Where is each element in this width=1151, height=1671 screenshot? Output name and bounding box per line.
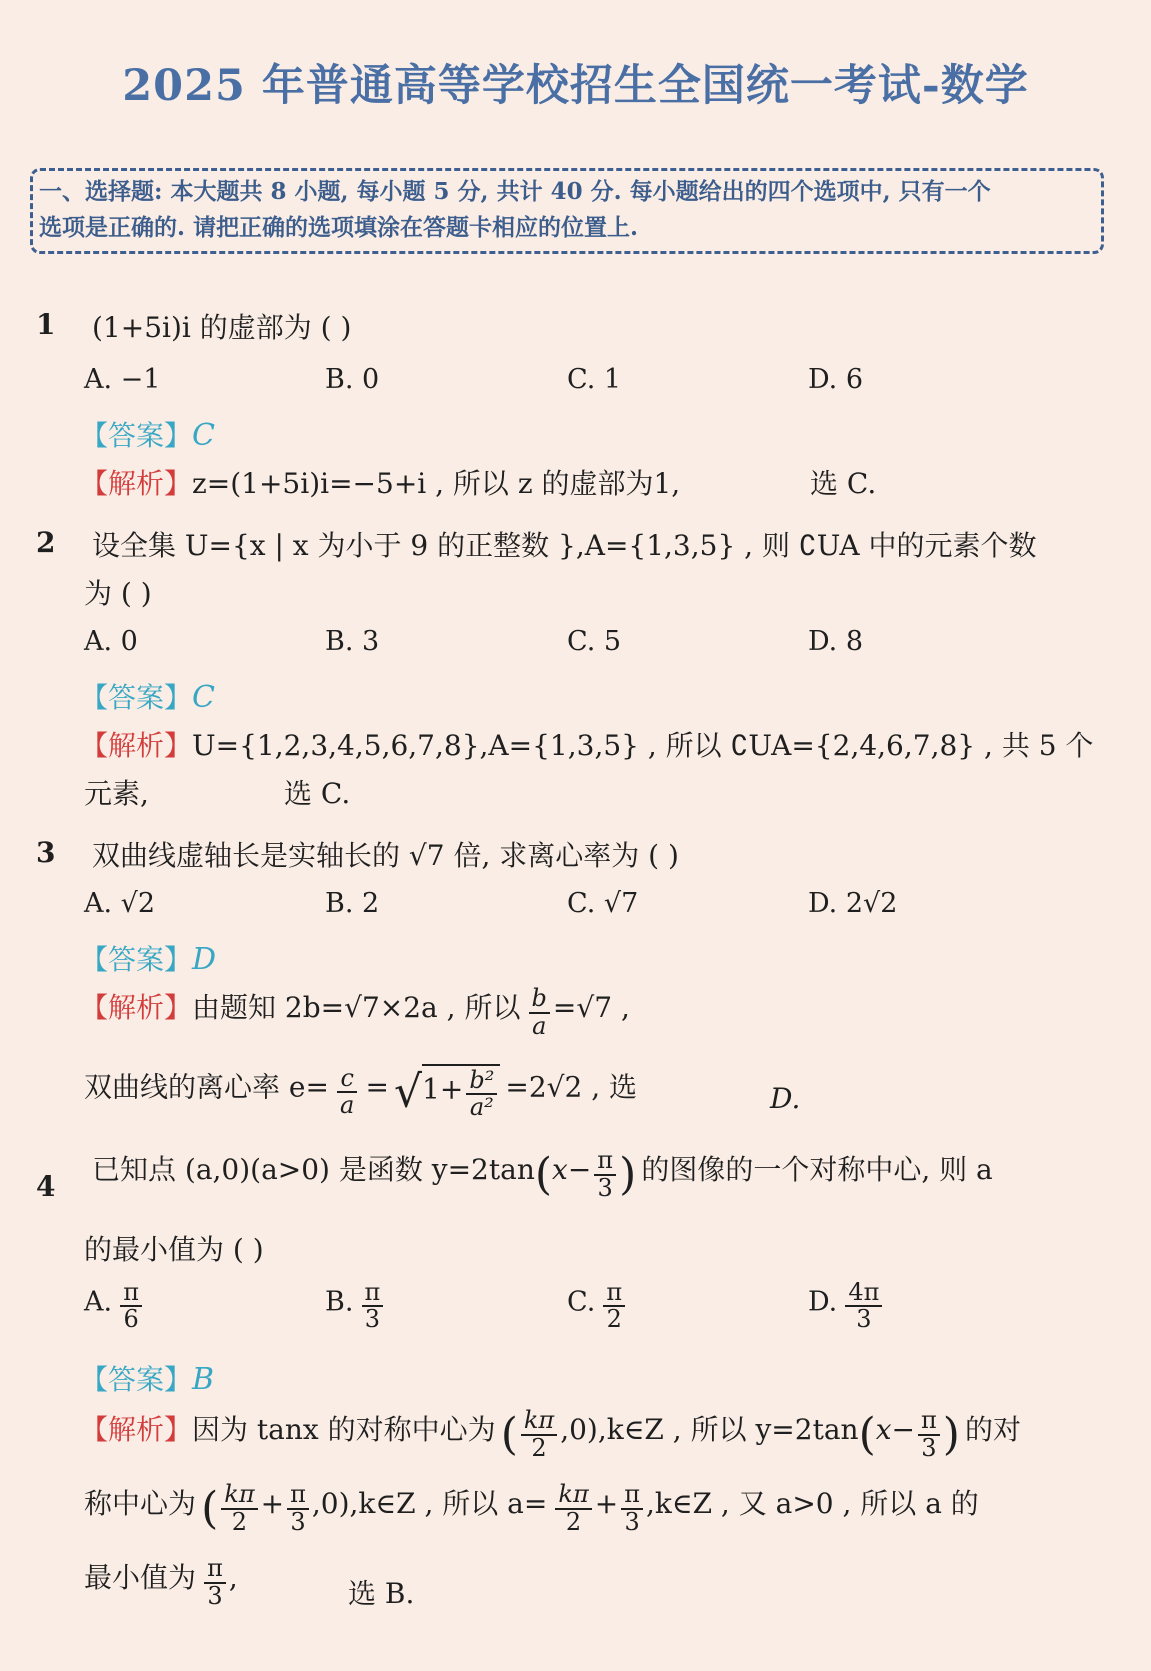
question-2-explanation-2: 元素, bbox=[84, 777, 149, 810]
question-4-explanation-3: 最小值为 $\frac{\pi}{3}$ , bbox=[84, 1554, 238, 1610]
sqrt-icon: √ bbox=[394, 1066, 423, 1118]
explain-text: U={1,2,3,4,5,6,7,8},A={1,3,5} , 所以 ∁UA={2,4,6,7,8} , 共 5 个 bbox=[192, 729, 1094, 762]
question-3-explanation: 【解析】由题知 2b=√7×2a , 所以 $\frac{b}{a}$ =√7 , bbox=[80, 984, 630, 1040]
answer-tag: 【答案】 bbox=[80, 943, 193, 976]
question-1-option-c: C. 1 bbox=[567, 364, 622, 395]
fraction-b-over-a: $\frac{b}{a}$ bbox=[529, 986, 550, 1038]
question-3-option-b: B. 2 bbox=[325, 888, 380, 919]
question-3-text: 双曲线虚轴长是实轴长的 √7 倍, 求离心率为 ( ) bbox=[92, 839, 679, 872]
answer-value: B bbox=[192, 1362, 215, 1397]
answer-value: D bbox=[192, 942, 217, 977]
fraction-b2-over-a2: $\frac{\text{b²}}{\text{a²}}$ bbox=[466, 1068, 497, 1120]
question-1-answer bbox=[80, 414, 215, 454]
question-4-explanation: 【解析】因为 tanx 的对称中心为 ( $\frac{k\pi}{2}$ ,0),k∈Z , 所以 y=2tan(x− $\frac{\pi}{3}$ ) 的对 bbox=[80, 1406, 1022, 1462]
question-2-text: 设全集 U={x | x 为小于 9 的正整数 },A={1,3,5} , 则 ∁UA 中的元素个数 bbox=[92, 529, 1037, 562]
section-instructions bbox=[30, 168, 1104, 254]
question-1-option-a: A. −1 bbox=[84, 364, 161, 395]
question-4-text-2: 的最小值为 ( ) bbox=[84, 1233, 264, 1266]
question-2-option-d: D. 8 bbox=[808, 626, 864, 657]
question-1-number: 1 bbox=[36, 308, 56, 341]
question-1-option-b: B. 0 bbox=[325, 364, 380, 395]
question-3-option-a: A. √2 bbox=[84, 888, 156, 919]
question-4-choice: 选 B. bbox=[348, 1577, 415, 1610]
question-2-text-2: 为 ( ) bbox=[84, 577, 152, 610]
question-3-choice: D. bbox=[770, 1082, 801, 1115]
answer-tag: 【答案】 bbox=[80, 1363, 193, 1396]
question-4-option-b: B. $\frac{\pi}{3}$ bbox=[325, 1280, 386, 1332]
question-2-explanation bbox=[80, 724, 1093, 764]
question-1-text: (1+5i)i 的虚部为 ( ) bbox=[92, 311, 352, 344]
question-1-option-d: D. 6 bbox=[808, 364, 864, 395]
explain-tag: 【解析】 bbox=[80, 467, 193, 500]
question-4-text: 已知点 (a,0)(a>0) 是函数 y=2tan(x− $\frac{\pi}{3}$ ) 的图像的一个对称中心, 则 a bbox=[92, 1146, 993, 1202]
answer-tag: 【答案】 bbox=[80, 681, 193, 714]
question-2-option-b: B. 3 bbox=[325, 626, 380, 657]
explain-tag: 【解析】 bbox=[80, 1413, 193, 1446]
fraction-c-over-a: $\frac{c}{a}$ bbox=[337, 1066, 357, 1118]
explain-text: z=(1+5i)i=−5+i , 所以 z 的虚部为1, bbox=[192, 467, 681, 500]
question-2-answer bbox=[80, 676, 215, 716]
question-3-explanation-2: 双曲线的离心率 e= $\frac{c}{a}$ = √1+ $\frac{\text{b²}}{\text{a²}}$ =2√2 , 选 bbox=[84, 1064, 638, 1122]
sqrt-content: 1+ $\frac{\text{b²}}{\text{a²}}$ bbox=[422, 1064, 500, 1120]
explain-text: 由题知 2b=√7×2a , 所以 bbox=[192, 991, 521, 1024]
section-line-2: 选项是正确的. 请把正确的选项填涂在答题卡相应的位置上. bbox=[39, 214, 639, 241]
answer-value: C bbox=[192, 418, 215, 453]
question-1-choice: 选 C. bbox=[810, 467, 877, 500]
question-3-option-c: C. √7 bbox=[567, 888, 639, 919]
question-4-answer bbox=[80, 1358, 214, 1398]
question-2-option-a: A. 0 bbox=[84, 626, 138, 657]
question-4-option-a: A. $\frac{\pi}{6}$ bbox=[84, 1280, 145, 1332]
explain-tag: 【解析】 bbox=[80, 991, 193, 1024]
explain-tag: 【解析】 bbox=[80, 729, 193, 762]
fraction-pi-over-3: $\frac{\pi}{3}$ bbox=[594, 1148, 616, 1200]
question-4-option-c: C. $\frac{\pi}{2}$ bbox=[567, 1280, 628, 1332]
question-3-option-d: D. 2√2 bbox=[808, 888, 898, 919]
question-1-explanation bbox=[80, 462, 680, 502]
page-title: 2025 年普通高等学校招生全国统一考试-数学 bbox=[122, 61, 1029, 111]
question-2-option-c: C. 5 bbox=[567, 626, 622, 657]
answer-tag: 【答案】 bbox=[80, 419, 193, 452]
question-3-answer bbox=[80, 938, 216, 978]
question-4-explanation-2: 称中心为 ( $\frac{k\pi}{2}$ + $\frac{\pi}{3}$ ,0),k∈Z , 所以 a= $\frac{k\pi}{2}$ + $\frac{\pi}{3}$ ,k∈Z , 又 a>0 , 所以 a 的 bbox=[84, 1480, 979, 1536]
question-4-number: 4 bbox=[36, 1170, 56, 1203]
question-4-option-d: D. $\frac{4\pi}{3}$ bbox=[808, 1280, 885, 1332]
section-line-1: 一、选择题: 本大题共 8 小题, 每小题 5 分, 共计 40 分. 每小题给出的四个选项中, 只有一个 bbox=[39, 178, 991, 205]
question-2-choice: 选 C. bbox=[284, 777, 351, 810]
answer-value: C bbox=[192, 680, 215, 715]
question-3-number: 3 bbox=[36, 836, 56, 869]
question-2-number: 2 bbox=[36, 526, 56, 559]
